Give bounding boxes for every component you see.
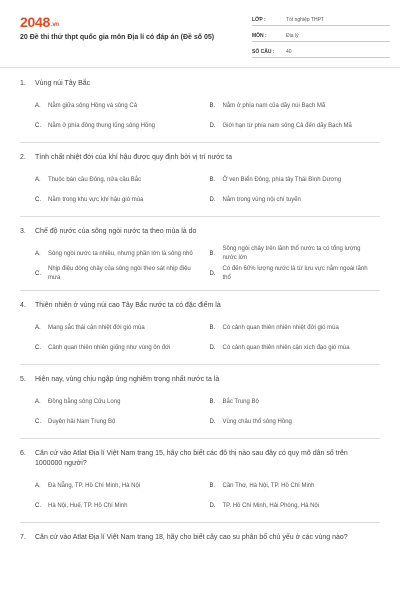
meta-row <box>252 44 390 58</box>
question-divider <box>20 216 380 217</box>
question-divider <box>20 290 380 291</box>
option-letter: D. <box>209 418 216 425</box>
answer-options <box>20 244 380 284</box>
question-item <box>20 375 380 439</box>
option-letter: C. <box>35 502 41 509</box>
logo-tld: .vn <box>50 22 59 28</box>
option-text: Bắc Trung Bộ <box>222 398 259 405</box>
answer-option[interactable] <box>210 264 381 284</box>
option-letter: B. <box>209 102 216 109</box>
logo-main: 2048 <box>20 14 50 30</box>
question-text <box>20 301 380 311</box>
meta-value: 40 <box>286 49 292 55</box>
option-text: Nằm ở phía đông thung lũng sông Hồng <box>48 122 156 129</box>
option-letter: D. <box>209 196 216 203</box>
answer-option[interactable] <box>35 190 206 210</box>
question-number: 5. <box>20 376 26 383</box>
question-text <box>20 227 380 237</box>
option-text: TP. Hồ Chí Minh, Hải Phòng, Hà Nội <box>222 502 320 509</box>
question-list <box>0 68 400 543</box>
question-body: Hiện nay, vùng chịu ngập úng nghiêm trọng nhất nước ta là <box>35 376 220 383</box>
option-text: Đồng bằng sông Cửu Long <box>48 398 121 405</box>
question-item <box>20 79 380 143</box>
answer-option[interactable] <box>35 476 206 496</box>
option-letter: C. <box>35 196 41 203</box>
question-item <box>20 153 380 217</box>
option-letter: C. <box>35 270 41 277</box>
option-text: Có đến 60% lượng nước là từ lưu vực nằm ngoài lãnh thổ <box>222 266 368 281</box>
option-text: Ở ven Biển Đông, phía tây Thái Bình Dương <box>222 176 342 183</box>
answer-option[interactable] <box>35 412 206 432</box>
answer-option[interactable] <box>35 96 206 116</box>
answer-options <box>20 170 380 210</box>
question-text <box>20 375 380 385</box>
option-letter: A. <box>35 324 41 331</box>
option-letter: B. <box>209 250 216 257</box>
answer-option[interactable] <box>210 244 381 264</box>
option-letter: B. <box>209 324 216 331</box>
answer-options <box>20 318 380 358</box>
question-number: 7. <box>20 534 26 541</box>
answer-option[interactable] <box>35 244 206 264</box>
answer-option[interactable] <box>35 496 206 516</box>
answer-options <box>20 476 380 516</box>
option-letter: A. <box>35 250 41 257</box>
option-text: Sông ngòi chảy trên lãnh thổ nước ta có tổng lượng nước lớn <box>222 246 361 261</box>
option-letter: A. <box>35 102 41 109</box>
option-letter: C. <box>35 122 41 129</box>
option-text: Đà Nẵng, TP. Hồ Chí Minh, Hà Nội <box>48 482 141 489</box>
option-text: Nằm ở phía nam của dãy núi Bạch Mã <box>222 102 326 109</box>
question-text <box>20 533 380 543</box>
question-divider <box>20 142 380 143</box>
answer-option[interactable] <box>210 412 381 432</box>
question-number: 6. <box>20 450 26 457</box>
option-letter: B. <box>209 398 216 405</box>
answer-options <box>20 392 380 432</box>
question-number: 4. <box>20 302 26 309</box>
option-letter: D. <box>209 122 216 129</box>
question-number: 2. <box>20 154 26 161</box>
question-body: Căn cứ vào Atlat Địa lí Việt Nam trang 15, hãy cho biết các đô thị nào sau đây có quy mô dân số trên 1000000 người? <box>35 450 348 467</box>
answer-option[interactable] <box>35 264 206 284</box>
option-text: Nằm trong khu vực khí hậu gió mùa <box>48 196 144 203</box>
meta-row <box>252 28 390 42</box>
answer-option[interactable] <box>210 96 381 116</box>
option-text: Cảnh quan thiên nhiên giống như vùng ôn đới <box>48 344 171 351</box>
meta-label: LỚP : <box>252 17 266 23</box>
answer-option[interactable] <box>210 496 381 516</box>
question-divider <box>20 364 380 365</box>
answer-option[interactable] <box>35 392 206 412</box>
option-text: Giới hạn từ phía nam sông Cả đến dãy Bạch Mã <box>222 122 352 129</box>
question-text <box>20 153 380 163</box>
option-letter: C. <box>35 418 41 425</box>
document-header <box>0 0 400 68</box>
answer-option[interactable] <box>210 338 381 358</box>
question-item <box>20 227 380 291</box>
question-number: 1. <box>20 80 26 87</box>
answer-option[interactable] <box>210 392 381 412</box>
option-letter: D. <box>209 344 216 351</box>
question-body: Thiên nhiên ở vùng núi cao Tây Bắc nước ta có đặc điểm là <box>35 302 221 309</box>
option-text: Cần Thơ, Hà Nội, TP. Hồ Chí Minh <box>222 482 315 489</box>
option-text: Vùng châu thổ sông Hồng <box>222 418 292 425</box>
site-logo[interactable] <box>20 14 59 30</box>
option-letter: A. <box>35 482 41 489</box>
option-text: Duyên hải Nam Trung Bộ <box>48 418 116 425</box>
answer-option[interactable] <box>35 318 206 338</box>
option-text: Có cảnh quan thiên nhiên cận xích đạo gió mùa <box>222 344 350 351</box>
answer-option[interactable] <box>210 116 381 136</box>
answer-option[interactable] <box>35 338 206 358</box>
meta-label: SỐ CÂU : <box>252 49 275 55</box>
answer-option[interactable] <box>35 170 206 190</box>
question-body: Tính chất nhiệt đới của khí hậu được quy định bởi vị trí nước ta <box>35 154 232 161</box>
option-text: Hà Nội, Huế, TP. Hồ Chí Minh <box>48 502 128 509</box>
question-body: Chế độ nước của sông ngòi nước ta theo mùa là do <box>35 228 197 235</box>
meta-row <box>252 12 390 26</box>
answer-option[interactable] <box>210 318 381 338</box>
question-item <box>20 301 380 365</box>
option-letter: B. <box>209 176 216 183</box>
option-text: Thuộc bán cầu Đông, nửa cầu Bắc <box>48 176 142 183</box>
answer-option[interactable] <box>210 170 381 190</box>
question-body: Vùng núi Tây Bắc <box>35 80 91 87</box>
meta-value: Tốt nghiệp THPT <box>286 17 324 23</box>
answer-option[interactable] <box>210 190 381 210</box>
question-item <box>20 449 380 523</box>
question-text <box>20 449 380 469</box>
option-text: Sông ngòi nước ta nhiều, nhưng phần lớn là sông nhỏ <box>48 250 193 257</box>
option-text: Nằm trong vùng nội chí tuyến <box>222 196 301 203</box>
option-letter: D. <box>209 502 216 509</box>
option-letter: D. <box>209 270 216 277</box>
option-letter: B. <box>209 482 216 489</box>
document-meta <box>252 12 390 60</box>
option-text: Mang sắc thái cận nhiệt đới gió mùa <box>48 324 145 331</box>
question-divider <box>20 522 380 523</box>
option-text: Có cảnh quan thiên nhiên nhiệt đới gió mùa <box>222 324 339 331</box>
option-letter: C. <box>35 344 41 351</box>
answer-options <box>20 96 380 136</box>
meta-label: MÔN : <box>252 33 267 39</box>
option-letter: A. <box>35 176 41 183</box>
question-body: Căn cứ vào Atlat Địa lí Việt Nam trang 18, hãy cho biết cây cao su phân bố chủ yếu ở các vùng nào? <box>35 534 348 541</box>
question-number: 3. <box>20 228 26 235</box>
option-text: Nằm giữa sông Hồng và sông Cả <box>48 102 138 109</box>
answer-option[interactable] <box>35 116 206 136</box>
document-title: 20 Đề thi thử thpt quốc gia môn Địa lí có đáp án (Đề số 05) <box>20 34 215 41</box>
option-text: Nhịp điệu dòng chảy của sông ngòi theo sát nhịp điệu mưa <box>48 266 191 281</box>
option-letter: A. <box>35 398 41 405</box>
question-item <box>20 533 380 543</box>
answer-option[interactable] <box>210 476 381 496</box>
question-text <box>20 79 380 89</box>
meta-value: Địa lý <box>286 33 299 39</box>
question-divider <box>20 438 380 439</box>
